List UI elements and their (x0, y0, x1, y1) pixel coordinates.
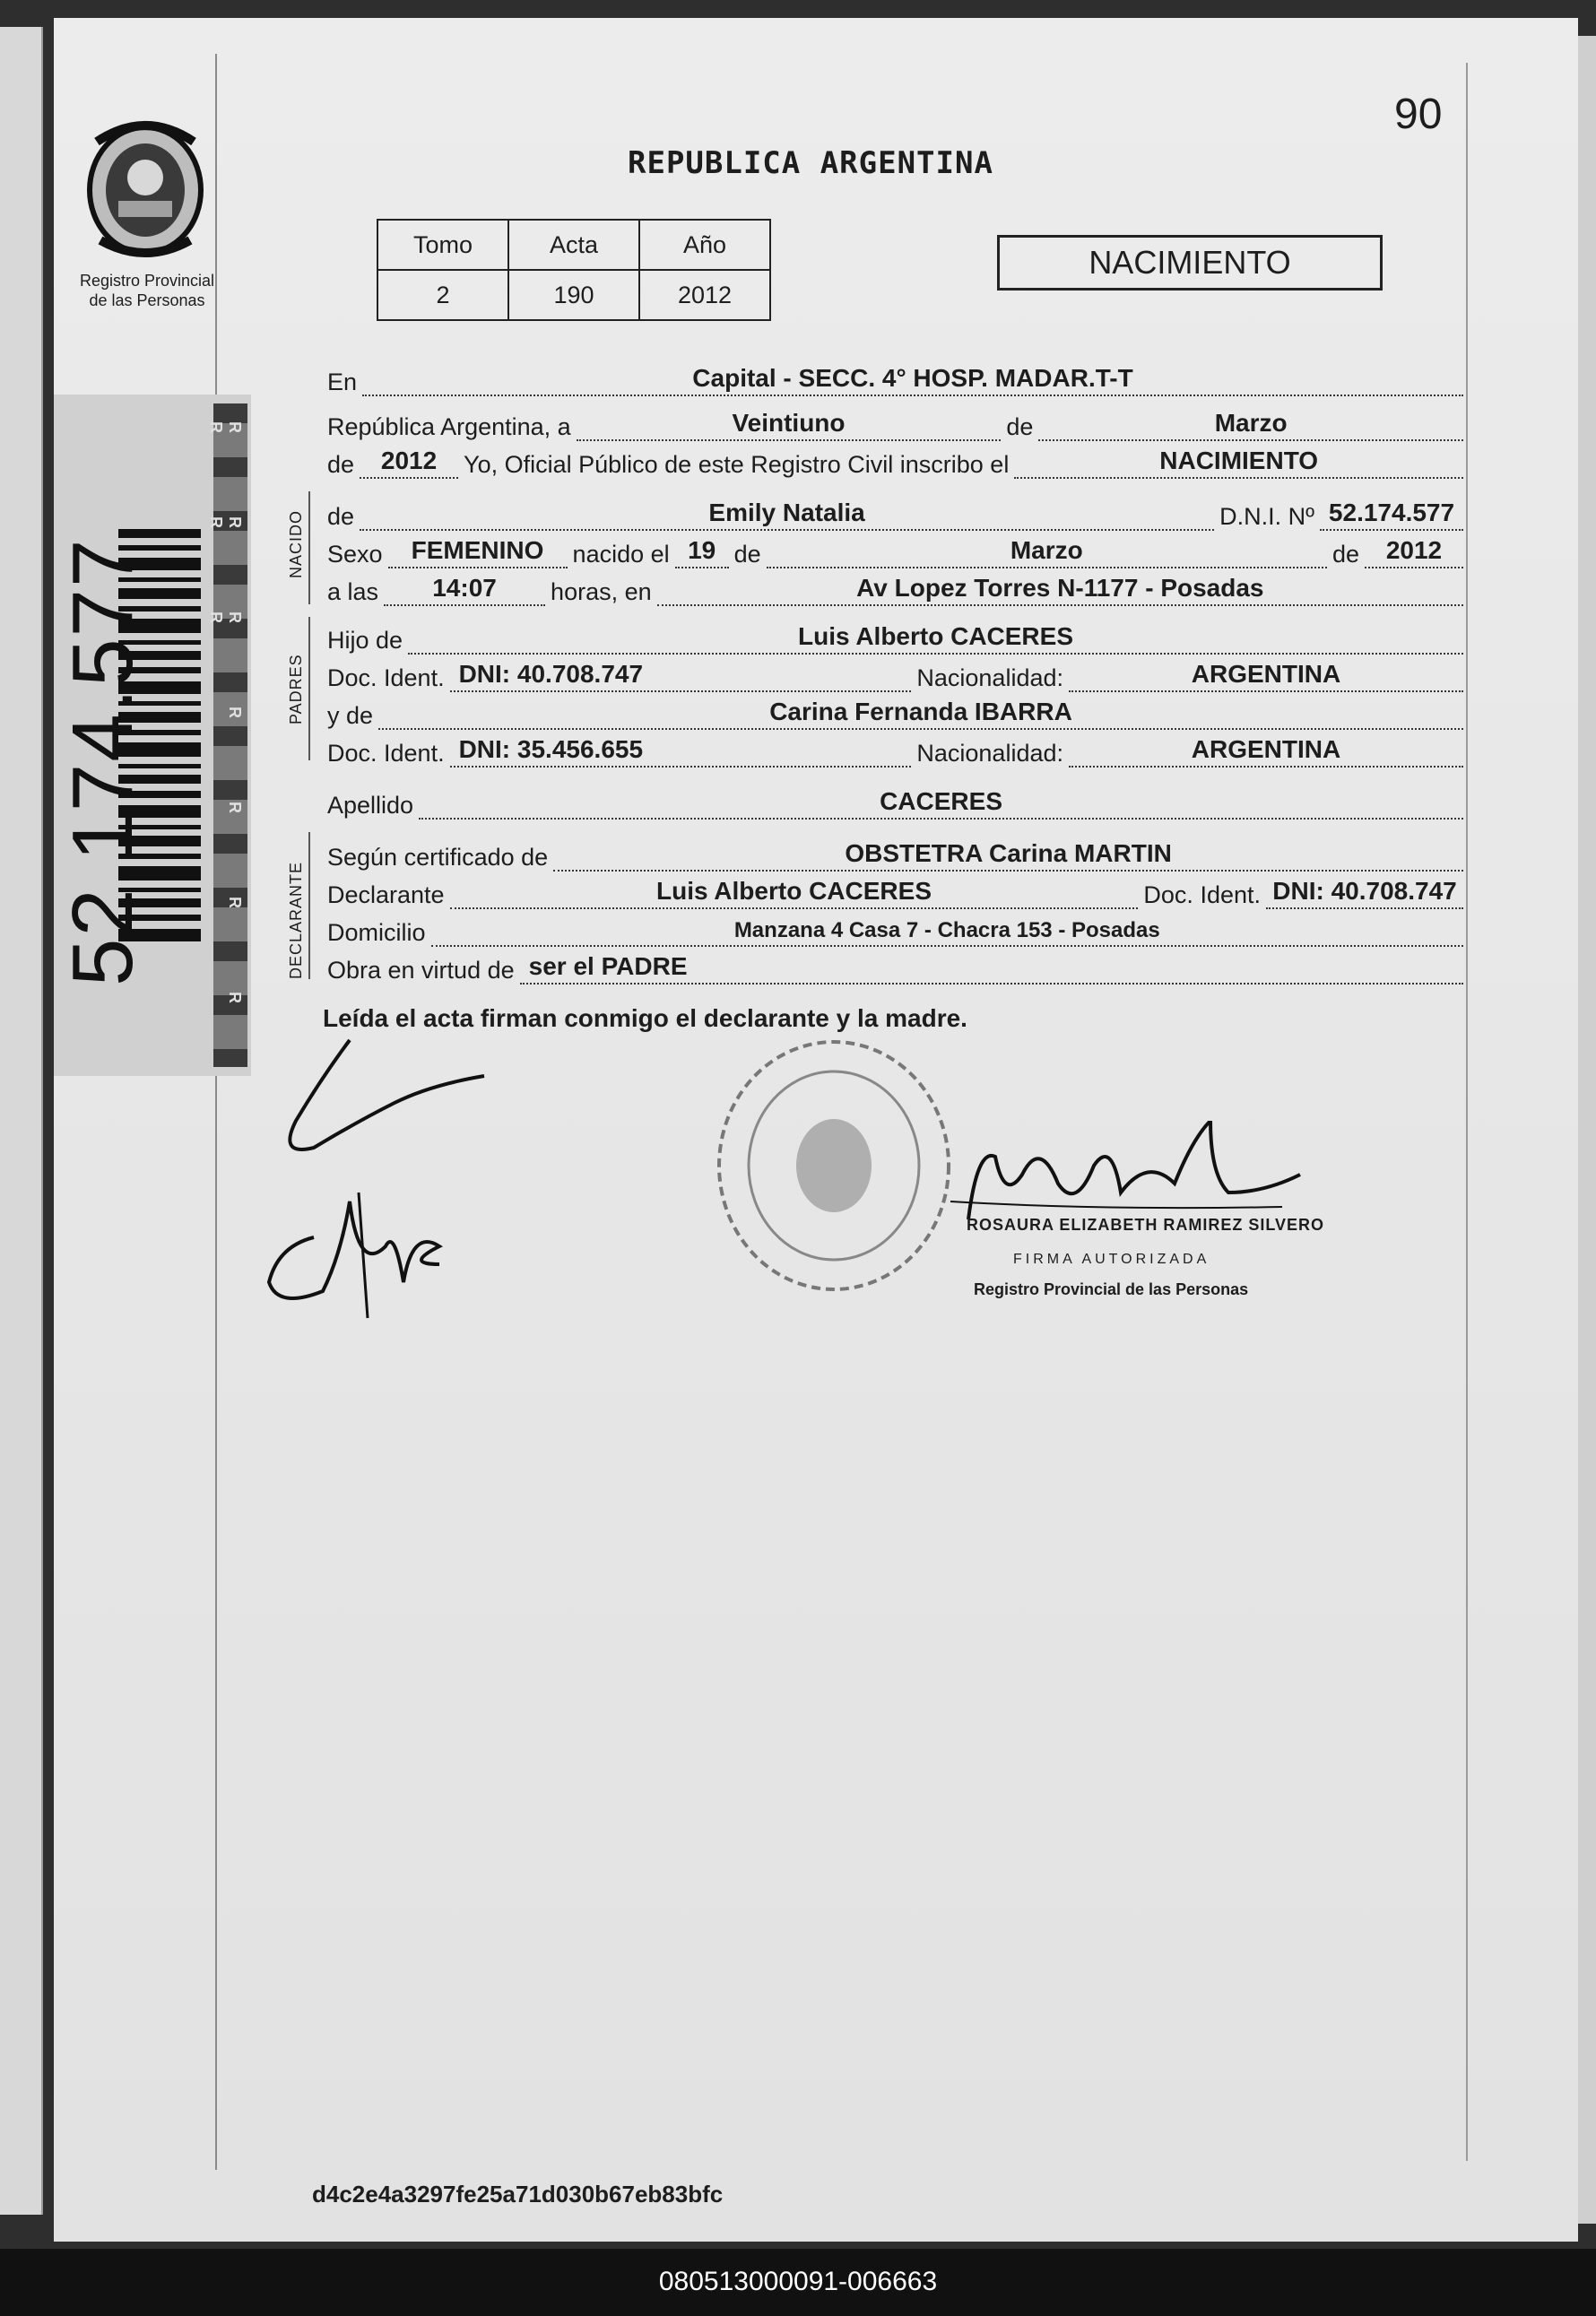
footer-document-id: 080513000091-006663 (658, 2267, 938, 2296)
official-name: ROSAURA ELIZABETH RAMIREZ SILVERO (967, 1216, 1325, 1234)
birth-address-value: Av Lopez Torres N-1177 - Posadas (657, 574, 1463, 606)
nacido-el-label: nacido el (572, 541, 670, 568)
certificate-line (327, 834, 1463, 872)
reference-header-row (377, 220, 770, 270)
domicile-line (327, 909, 1463, 947)
value-ano: 2012 (639, 270, 770, 320)
month-value: Marzo (1038, 409, 1463, 441)
officer-line (327, 441, 1463, 479)
act-value: NACIMIENTO (1014, 447, 1463, 479)
de-label-3: de (1331, 541, 1359, 568)
father-name-value: Luis Alberto CACERES (408, 622, 1463, 655)
time-place-line (327, 568, 1463, 606)
right-margin-line (1466, 63, 1468, 2161)
nacido-section-label: NACIDO (287, 509, 305, 578)
birth-time-value: 14:07 (384, 574, 545, 606)
place-value: Capital - SECC. 4° HOSP. MADAR.T-T (362, 364, 1463, 396)
de-label-name: de (327, 503, 355, 530)
republic-label: República Argentina, a (327, 413, 571, 440)
header-ano: Año (639, 220, 770, 270)
nacido-bracket (308, 491, 310, 604)
de-label-2: de (733, 541, 761, 568)
day-words-value: Veintiuno (577, 409, 1002, 441)
record-type-box: NACIMIENTO (997, 235, 1383, 291)
surname-value: CACERES (419, 787, 1463, 820)
barcode-number: 52.174.577 (55, 537, 151, 986)
document-title: REPUBLICA ARGENTINA (628, 145, 993, 181)
a-las-label: a las (327, 578, 379, 605)
basis-line (327, 947, 1463, 985)
year-value: 2012 (360, 447, 458, 479)
en-label: En (327, 369, 358, 395)
header-tomo: Tomo (377, 220, 508, 270)
sexo-label: Sexo (327, 541, 383, 568)
birth-month-value: Marzo (767, 536, 1327, 568)
page-number: 90 (1394, 91, 1443, 138)
mother-line (327, 692, 1463, 730)
dni-label: D.N.I. Nº (1219, 503, 1314, 530)
closing-statement: Leída el acta firman conmigo el declarante y la madre. (323, 1004, 967, 1032)
y-de-label: y de (327, 702, 374, 729)
certificate-value: OBSTETRA Carina MARTIN (553, 839, 1463, 872)
father-nationality-label: Nacionalidad: (916, 664, 1063, 691)
sexo-value: FEMENINO (388, 536, 568, 568)
basis-label: Obra en virtud de (327, 957, 515, 984)
official-role: FIRMA AUTORIZADA (1013, 1252, 1210, 1267)
year-prefix-label: de (327, 451, 355, 478)
father-nationality-value: ARGENTINA (1069, 660, 1463, 692)
de-label: de (1006, 413, 1034, 440)
left-margin-line (215, 54, 217, 2170)
misiones-seal-icon (79, 115, 212, 258)
value-acta: 190 (508, 270, 639, 320)
father-line (327, 617, 1463, 655)
declarant-doc-value: DNI: 40.708.747 (1266, 877, 1463, 909)
domicile-value: Manzana 4 Casa 7 - Chacra 153 - Posadas (431, 918, 1463, 947)
sex-birthdate-line (327, 531, 1463, 568)
official-registry: Registro Provincial de las Personas (974, 1280, 1249, 1298)
domicile-label: Domicilio (327, 919, 426, 946)
date-line (327, 403, 1463, 441)
registry-label-line2: de las Personas (89, 291, 205, 309)
page-edge (1578, 36, 1596, 2224)
mother-doc-line (327, 730, 1463, 768)
place-line (327, 359, 1463, 396)
certificate-label: Según certificado de (327, 844, 549, 871)
mother-doc-label: Doc. Ident. (327, 740, 445, 767)
apellido-label: Apellido (327, 792, 414, 819)
value-tomo: 2 (377, 270, 508, 320)
surname-line (327, 782, 1463, 820)
registry-label-line1: Registro Provincial (79, 272, 215, 290)
security-band-text: R R R R R R R R R R (207, 421, 244, 1043)
declarant-label: Declarante (327, 881, 445, 908)
declarant-line (327, 872, 1463, 909)
mother-doc-value: DNI: 35.456.655 (450, 735, 912, 768)
mother-nationality-value: ARGENTINA (1069, 735, 1463, 768)
officer-text: Yo, Oficial Público de este Registro Civil inscribo el (464, 451, 1010, 478)
padres-bracket (308, 617, 310, 760)
reference-value-row (377, 270, 770, 320)
header-acta: Acta (508, 220, 639, 270)
father-doc-label: Doc. Ident. (327, 664, 445, 691)
birth-day-value: 19 (675, 536, 729, 568)
mother-name-value: Carina Fernanda IBARRA (378, 698, 1463, 730)
declarant-name-value: Luis Alberto CACERES (450, 877, 1139, 909)
child-name-value: Emily Natalia (360, 499, 1214, 531)
father-doc-value: DNI: 40.708.747 (450, 660, 912, 692)
declarant-signatures (260, 1022, 529, 1327)
registry-stamp-icon (708, 1031, 959, 1300)
name-line (327, 493, 1463, 531)
birth-year-value: 2012 (1365, 536, 1463, 568)
basis-value: ser el PADRE (520, 952, 1463, 985)
binding-strip (0, 27, 43, 2215)
declarante-section-label: DECLARANTE (287, 861, 305, 979)
reference-table (377, 219, 771, 321)
hijo-de-label: Hijo de (327, 627, 403, 654)
declarant-doc-label: Doc. Ident. (1143, 881, 1261, 908)
declarante-bracket (308, 832, 310, 979)
document-hash: d4c2e4a3297fe25a71d030b67eb83bfc (312, 2181, 724, 2208)
padres-section-label: PADRES (287, 654, 305, 724)
mother-nationality-label: Nacionalidad: (916, 740, 1063, 767)
father-doc-line (327, 655, 1463, 692)
horas-label: horas, en (551, 578, 652, 605)
child-dni-value: 52.174.577 (1320, 499, 1463, 531)
